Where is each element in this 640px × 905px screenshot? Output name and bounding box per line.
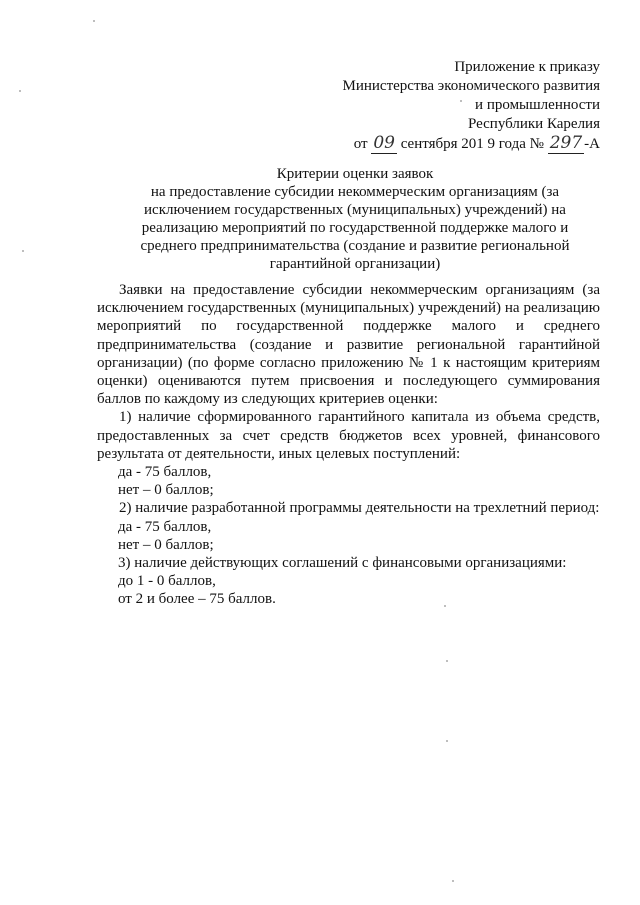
header-line-attachment: Приложение к приказу [454,59,600,75]
header-date-line [280,134,600,154]
scan-speck [444,605,446,607]
doc-number-suffix: -А [584,136,600,152]
scan-speck [460,100,462,102]
title-line-5: среднего предпринимательства (создание и развитие региональной [140,238,570,254]
title-line-3: исключением государственных (муниципальных) учреждений) на [144,202,566,218]
header-line-republic: Республики Карелия [467,116,600,132]
document-body [97,281,600,609]
criterion-2-no: нет – 0 баллов; [118,536,214,553]
order-attachment-header [280,58,600,154]
criterion-3-high: от 2 и более – 75 баллов. [118,591,276,608]
criterion-3: 3) наличие действующих соглашений с финансовыми организациями: [118,555,567,572]
title-line-2: на предоставление субсидии некоммерческим организациям (за [150,184,560,200]
scan-speck [19,90,21,92]
criterion-1: 1) наличие сформированного гарантийного капитала из объема средств, предоставленных за счет средств бюджетов всех уровней, финансового результата от деятельности, иных целевых поступлений: [97,409,600,462]
header-line-industry: и промышленности [475,97,600,113]
criterion-3-low: до 1 - 0 баллов, [118,573,216,590]
scan-speck [446,660,448,662]
criterion-2: 2) наличие разработанной программы деятельности на трехлетний период: [119,500,600,517]
title-line-1: Критерии оценки заявок [276,166,434,182]
date-prefix: от [353,136,368,152]
date-day-handwritten: 09 [373,133,395,153]
scan-speck [446,740,448,742]
criterion-1-no: нет – 0 баллов; [118,482,214,499]
title-line-6: гарантийной организации) [269,256,441,272]
title-line-4: реализацию мероприятий по государственной поддержке малого и [141,220,569,236]
document-title [130,165,580,273]
date-month-year: сентября 201 9 года № [400,136,544,152]
intro-paragraph: Заявки на предоставление субсидии некоммерческим организациям (за исключением государственных (муниципальных) учреждений) на реализацию мероприятий по государственной поддержке малого и среднего предпринимательства (создание и развитие региональной гарантийной организации) (по форме согласно приложению № 1 к настоящим критериям оценки) оцениваются путем присвоения и последующего суммирования баллов по каждому из следующих критериев оценки: [97,282,600,408]
header-line-ministry: Министерства экономического развития [342,78,600,94]
criterion-2-yes: да - 75 баллов, [118,518,212,535]
scan-speck [452,880,454,882]
scan-speck [22,250,24,252]
scan-speck [93,20,95,22]
doc-number-handwritten: 297 [549,133,583,153]
criterion-1-yes: да - 75 баллов, [118,464,212,481]
